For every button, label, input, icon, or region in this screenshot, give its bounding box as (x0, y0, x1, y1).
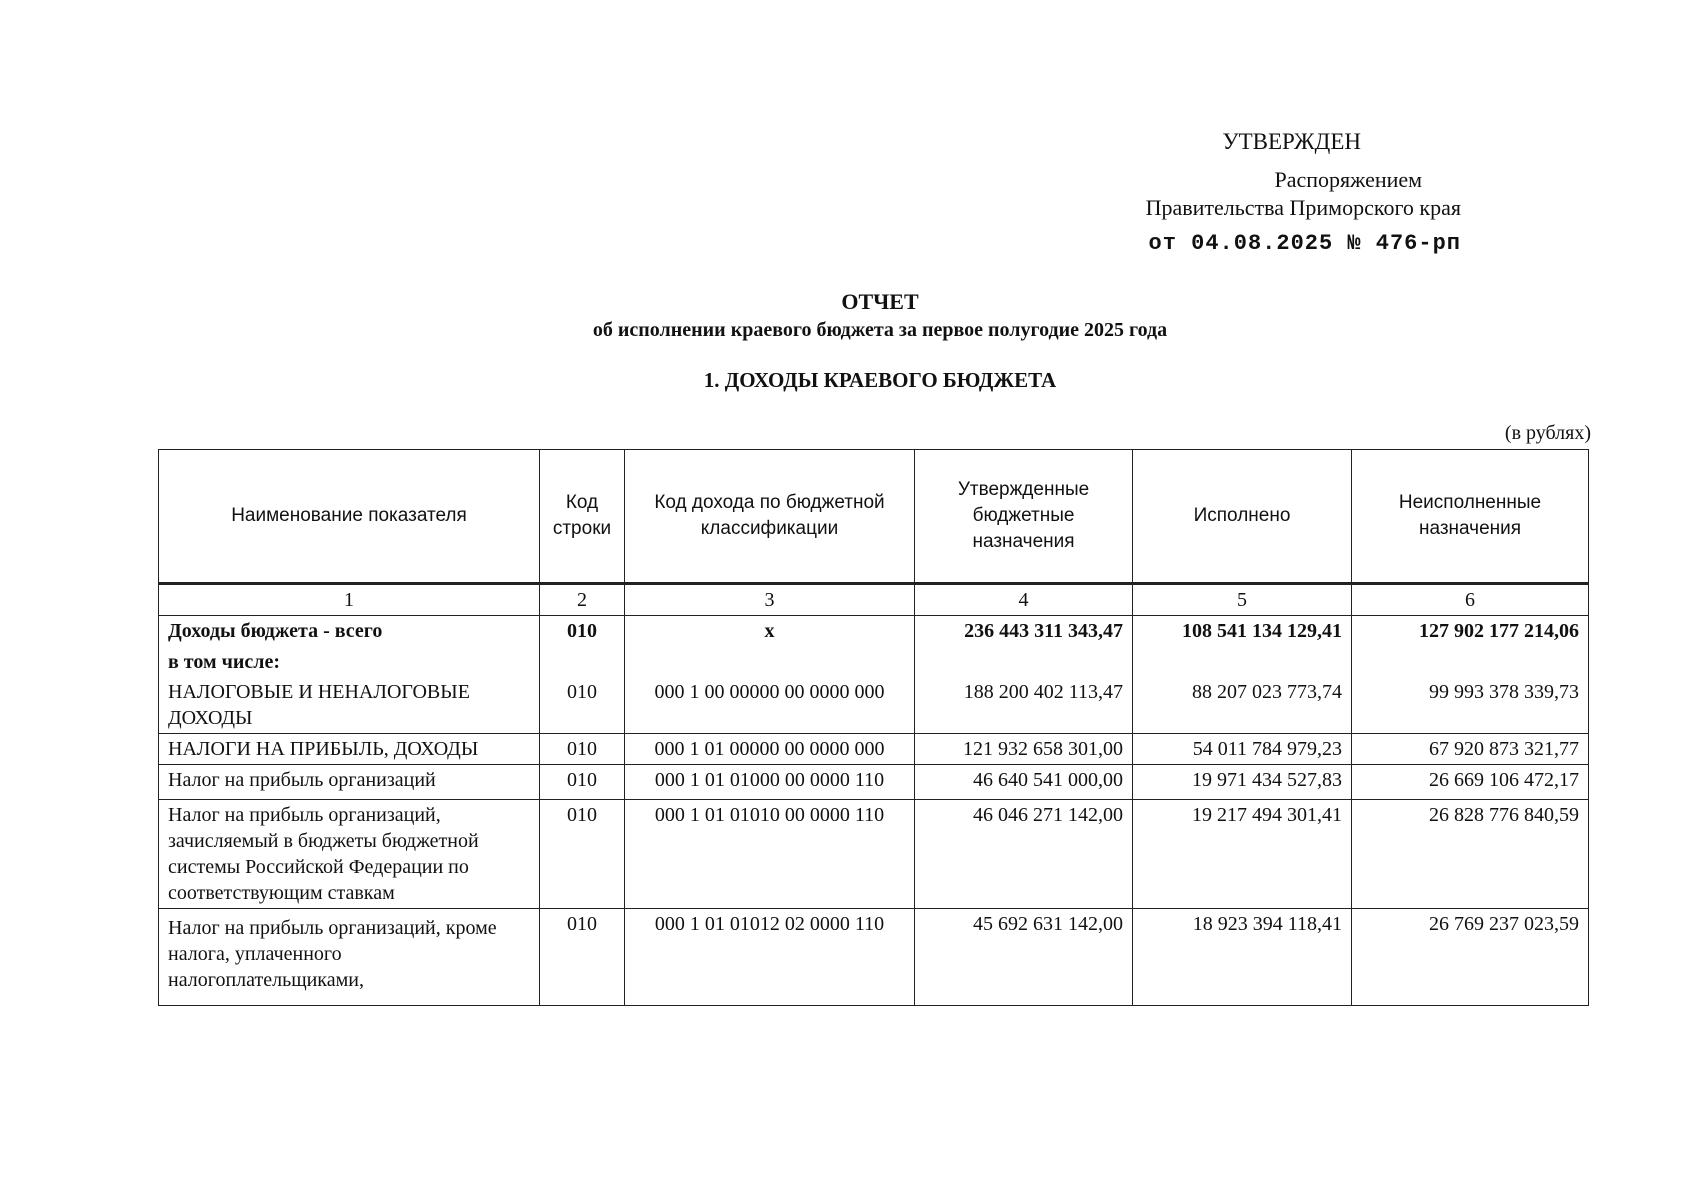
row-code: 010 (540, 765, 625, 800)
row-approved: 45 692 631 142,00 (915, 909, 1133, 1006)
row-executed: 19 217 494 301,41 (1133, 800, 1352, 909)
row-kbk: 000 1 01 01000 00 0000 110 (625, 765, 915, 800)
header-name: Наименование показателя (159, 450, 540, 584)
row-approved: 121 932 658 301,00 (915, 734, 1133, 765)
report-title: ОТЧЕТ (841, 289, 919, 314)
row-executed: 88 207 023 773,74 (1133, 677, 1352, 734)
row-executed: 54 011 784 979,23 (1133, 734, 1352, 765)
column-number: 6 (1352, 584, 1589, 616)
header-code: Код строки (540, 450, 625, 584)
row-code: 010 (540, 677, 625, 734)
approval-line-2: Правительства Приморского края (1145, 195, 1461, 220)
row-kbk: 000 1 01 01010 00 0000 110 (625, 800, 915, 909)
row-unexecuted: 26 828 776 840,59 (1352, 800, 1589, 909)
column-number: 5 (1133, 584, 1352, 616)
row-code: 010 (540, 909, 625, 1006)
column-number-row (159, 584, 1589, 616)
row-unexecuted: 26 669 106 472,17 (1352, 765, 1589, 800)
header-approved: Утвержденные бюджетные назначения (915, 450, 1133, 584)
table-row (159, 734, 1589, 765)
row-unexecuted: 127 902 177 214,06 (1352, 616, 1589, 678)
table-row-total (159, 616, 1589, 678)
table-header-row (159, 450, 1589, 584)
header-kbk: Код дохода по бюджетной классификации (625, 450, 915, 584)
row-name: Налог на прибыль организаций, кроме налога, уплаченного налогоплательщиками, (159, 909, 540, 1006)
column-number: 2 (540, 584, 625, 616)
row-approved: 236 443 311 343,47 (915, 616, 1133, 678)
header-executed: Исполнено (1133, 450, 1352, 584)
row-code: 010 (540, 616, 625, 678)
row-kbk: x (625, 616, 915, 678)
column-number: 3 (625, 584, 915, 616)
approved-label: УТВЕРЖДЕН (1222, 129, 1361, 154)
row-approved: 46 046 271 142,00 (915, 800, 1133, 909)
row-kbk: 000 1 01 00000 00 0000 000 (625, 734, 915, 765)
row-approved: 188 200 402 113,47 (915, 677, 1133, 734)
row-executed: 18 923 394 118,41 (1133, 909, 1352, 1006)
income-table (158, 449, 1589, 1006)
row-executed: 19 971 434 527,83 (1133, 765, 1352, 800)
approval-stamp (1146, 128, 1461, 258)
table-row (159, 909, 1589, 1006)
row-approved: 46 640 541 000,00 (915, 765, 1133, 800)
units-label: (в рублях) (1504, 422, 1591, 444)
total-sub-label: в том числе: (168, 651, 281, 673)
row-unexecuted: 99 993 378 339,73 (1352, 677, 1589, 734)
header-unexecuted: Неисполненные назначения (1352, 450, 1589, 584)
total-name: Доходы бюджета - всего (168, 620, 383, 642)
row-name: Налог на прибыль организаций, зачисляемый в бюджеты бюджетной системы Российской Федерации по соответствующим ставкам (159, 800, 540, 909)
row-executed: 108 541 134 129,41 (1133, 616, 1352, 678)
table-row (159, 677, 1589, 734)
row-name: Налог на прибыль организаций (159, 765, 540, 800)
section-title: 1. ДОХОДЫ КРАЕВОГО БЮДЖЕТА (703, 368, 1057, 392)
row-code: 010 (540, 800, 625, 909)
report-subtitle: об исполнении краевого бюджета за первое полугодие 2025 года (592, 319, 1168, 341)
column-number: 4 (915, 584, 1133, 616)
row-kbk: 000 1 01 01012 02 0000 110 (625, 909, 915, 1006)
row-code: 010 (540, 734, 625, 765)
approval-line-1: Распоряжением (1274, 167, 1423, 192)
column-number: 1 (159, 584, 540, 616)
table-row (159, 800, 1589, 909)
row-kbk: 000 1 00 00000 00 0000 000 (625, 677, 915, 734)
report-title-block (0, 288, 1693, 394)
row-name (159, 616, 540, 678)
row-name: НАЛОГОВЫЕ И НЕНАЛОГОВЫЕ ДОХОДЫ (159, 677, 540, 734)
row-name: НАЛОГИ НА ПРИБЫЛЬ, ДОХОДЫ (159, 734, 540, 765)
row-unexecuted: 67 920 873 321,77 (1352, 734, 1589, 765)
table-row (159, 765, 1589, 800)
decree-number: от 04.08.2025 № 476-рп (1148, 231, 1461, 256)
row-unexecuted: 26 769 237 023,59 (1352, 909, 1589, 1006)
